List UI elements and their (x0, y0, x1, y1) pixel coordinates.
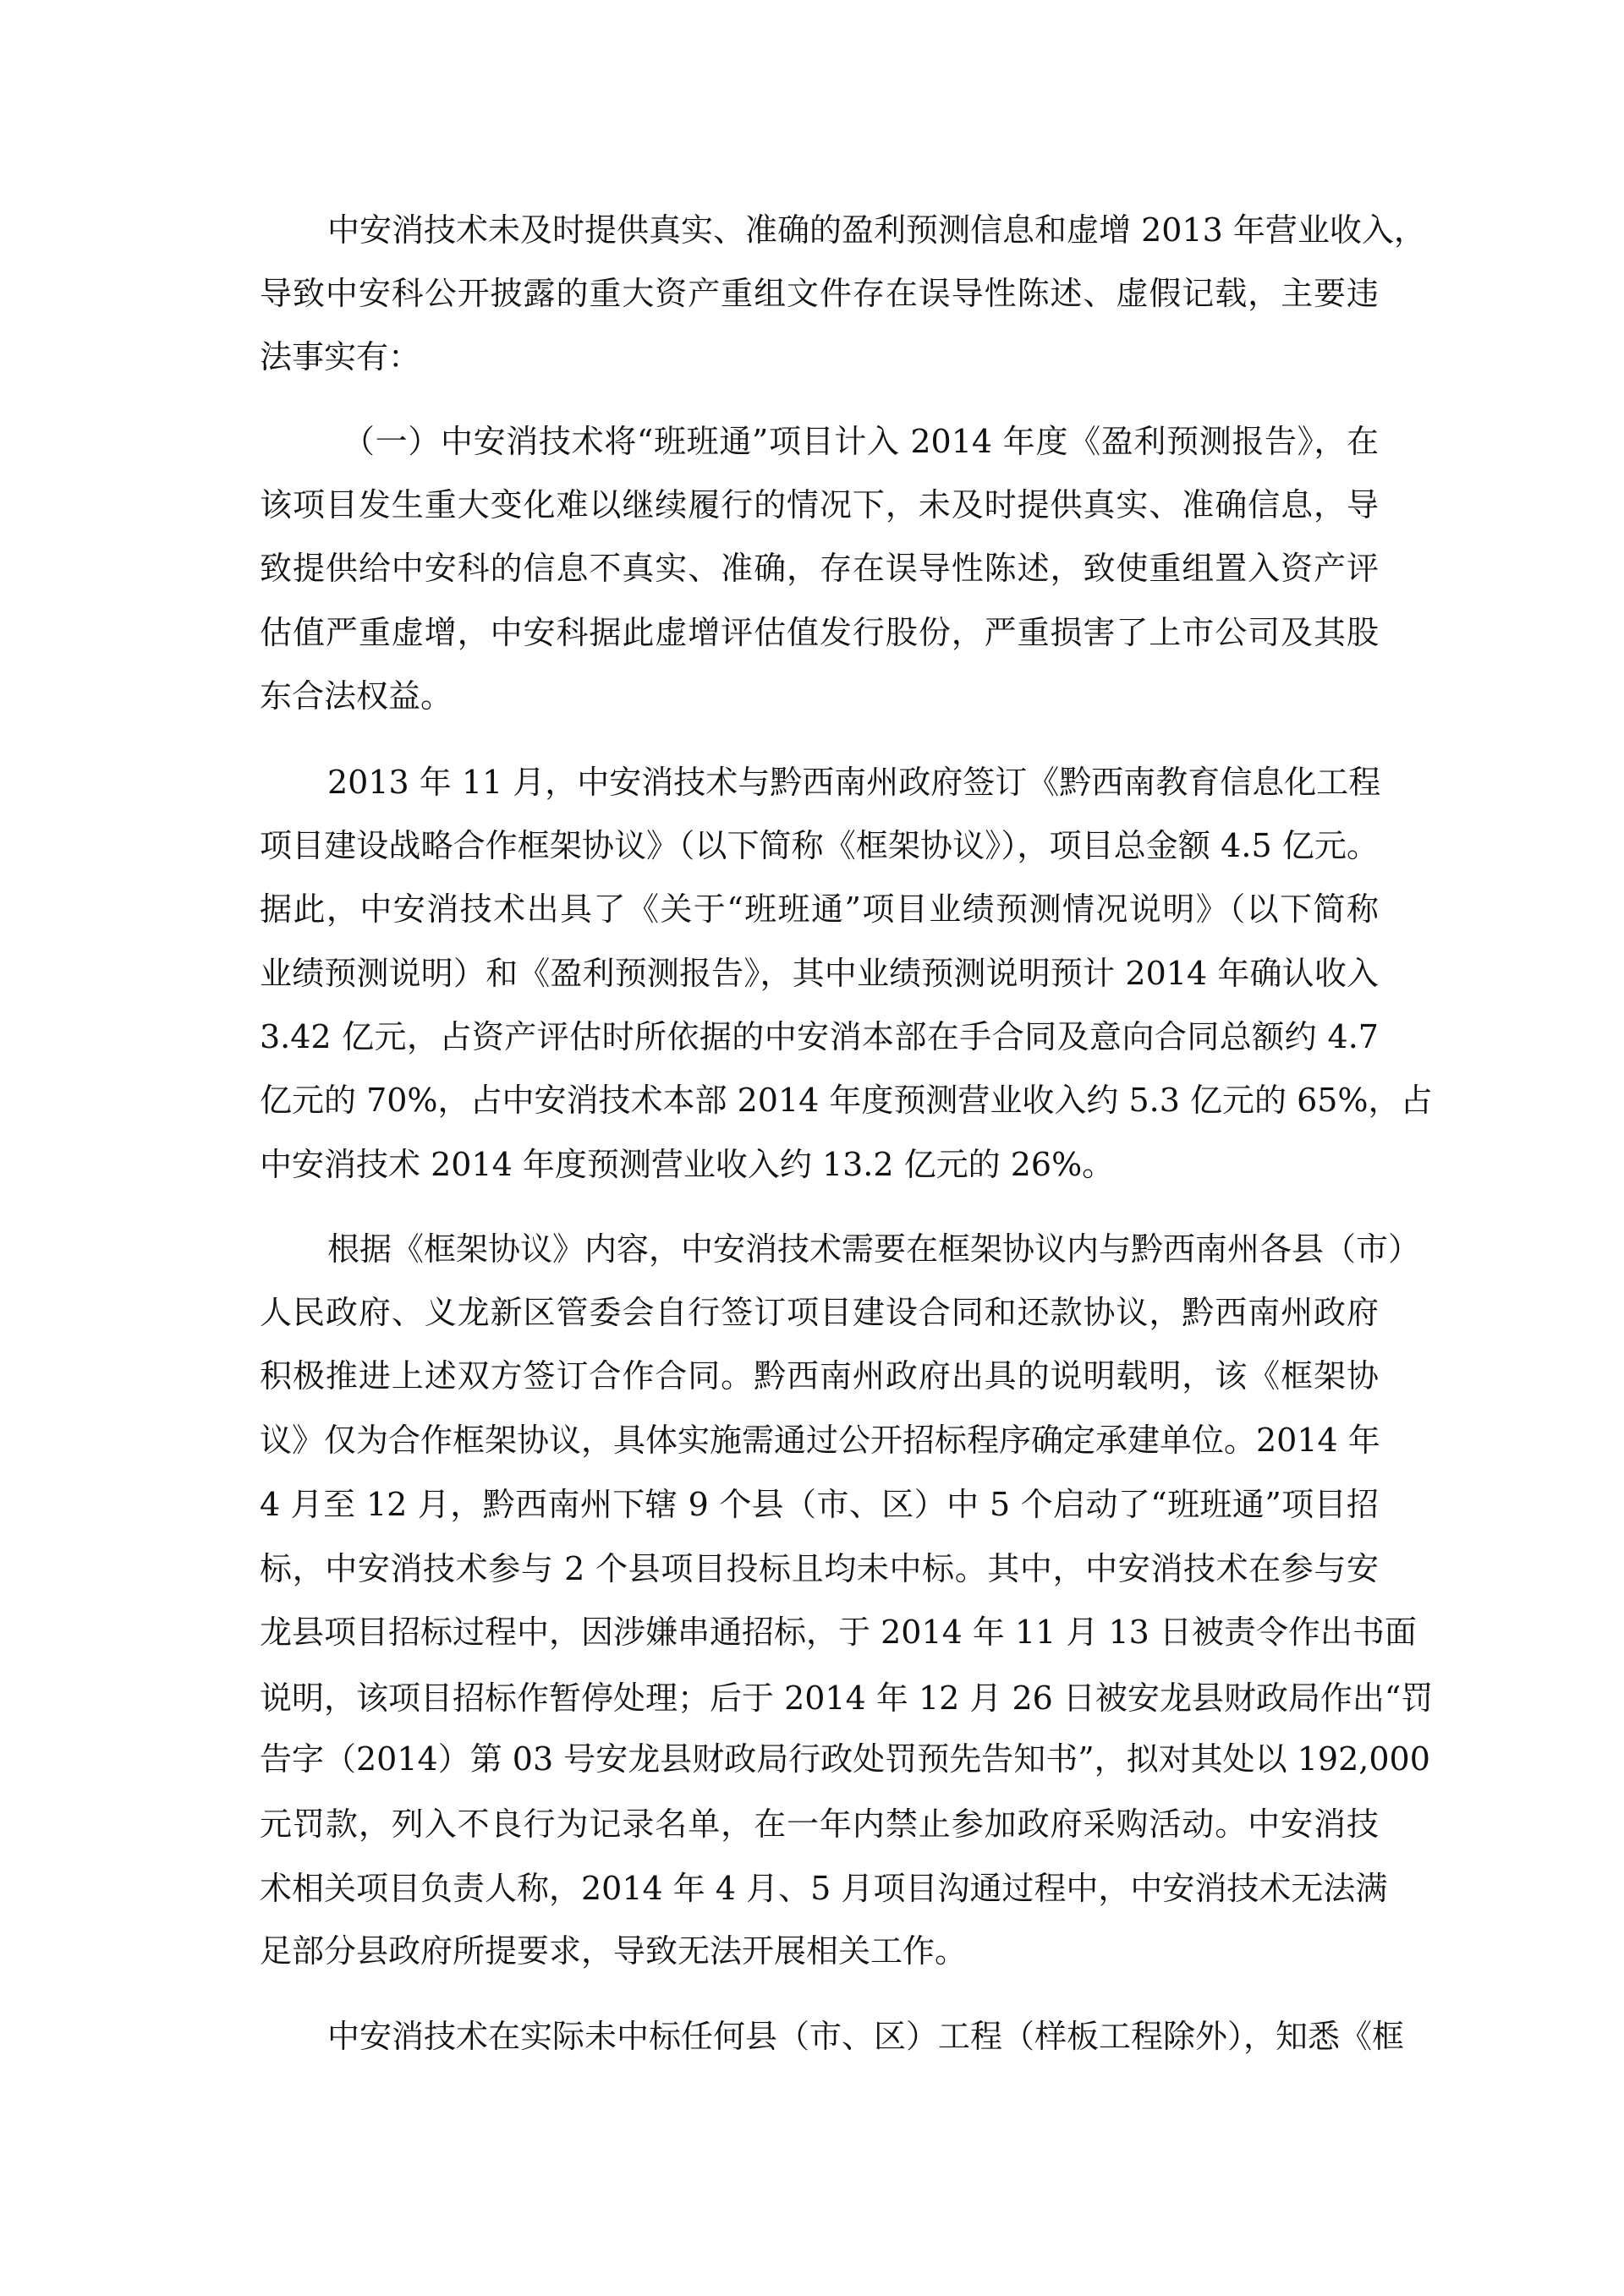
paragraph-intro-line: 法事实有： (260, 338, 421, 375)
paragraph-bidding-details-line: 议》仅为合作框架协议，具体实施需通过公开招标程序确定承建单位。2014 年 (260, 1422, 1380, 1459)
paragraph-bidding-details-line: 人民政府、义龙新区管委会自行签订项目建设合同和还款协议，黔西南州政府 (260, 1294, 1379, 1331)
paragraph-framework-agreement-line: 2013 年 11 月，中安消技术与黔西南州政府签订《黔西南教育信息化工程 (327, 764, 1381, 801)
paragraph-framework-agreement-line: 项目建设战略合作框架协议》（以下简称《框架协议》），项目总金额 4.5 亿元。 (260, 827, 1379, 864)
paragraph-bidding-details-line: 龙县项目招标过程中，因涉嫌串通招标，于 2014 年 11 月 13 日被责令作出书面 (260, 1614, 1417, 1651)
paragraph-bidding-details-line: 根据《框架协议》内容，中安消技术需要在框架协议内与黔西南州各县（市） (327, 1230, 1421, 1268)
paragraph-bidding-details-line: 术相关项目负责人称，2014 年 4 月、5 月项目沟通过程中，中安消技术无法满 (260, 1870, 1388, 1907)
paragraph-continuation-line: 中安消技术在实际未中标任何县（市、区）工程（样板工程除外），知悉《框 (327, 2018, 1405, 2055)
paragraph-section-1-line: 估值严重虚增，中安科据此虚增评估值发行股份，严重损害了上市公司及其股 (260, 614, 1379, 651)
paragraph-intro-line: 导致中安科公开披露的重大资产重组文件存在误导性陈述、虚假记载，主要违 (260, 275, 1379, 312)
paragraph-framework-agreement-line: 3.42 亿元，占资产评估时所依据的中安消本部在手合同及意向合同总额约 4.7 (260, 1018, 1379, 1055)
paragraph-bidding-details-line: 积极推进上述双方签订合作合同。黔西南州政府出具的说明载明，该《框架协 (260, 1357, 1379, 1395)
paragraph-framework-agreement-line: 业绩预测说明）和《盈利预测报告》，其中业绩预测说明预计 2014 年确认收入 (260, 955, 1379, 992)
paragraph-framework-agreement-line: 中安消技术 2014 年度预测营业收入约 13.2 亿元的 26%。 (260, 1146, 1115, 1183)
paragraph-bidding-details-line: 元罚款，列入不良行为记录名单，在一年内禁止参加政府采购活动。中安消技 (260, 1806, 1379, 1843)
paragraph-bidding-details-line: 告字（2014）第 03 号安龙县财政局行政处罚预先告知书”，拟对其处以 192,000 (260, 1740, 1430, 1778)
paragraph-intro-line: 中安消技术未及时提供真实、准确的盈利预测信息和虚增 2013 年营业收入， (327, 211, 1426, 249)
paragraph-section-1-line: 致提供给中安科的信息不真实、准确，存在误导性陈述，致使重组置入资产评 (260, 550, 1379, 587)
paragraph-bidding-details-line: 足部分县政府所提要求，导致无法开展相关工作。 (260, 1932, 968, 1970)
paragraph-section-1-line: （一）中安消技术将“班班通”项目计入 2014 年度《盈利预测报告》，在 (343, 423, 1379, 460)
paragraph-framework-agreement-line: 据此，中安消技术出具了《关于“班班通”项目业绩预测情况说明》（以下简称 (260, 890, 1379, 928)
paragraph-bidding-details-line: 说明，该项目招标作暂停处理；后于 2014 年 12 月 26 日被安龙县财政局作出“罚 (260, 1680, 1434, 1717)
paragraph-framework-agreement-line: 亿元的 70%，占中安消技术本部 2014 年度预测营业收入约 5.3 亿元的 65%，占 (260, 1082, 1433, 1119)
paragraph-bidding-details-line: 标，中安消技术参与 2 个县项目投标且均未中标。其中，中安消技术在参与安 (260, 1550, 1379, 1587)
paragraph-section-1-line: 东合法权益。 (260, 677, 453, 715)
paragraph-bidding-details-line: 4 月至 12 月，黔西南州下辖 9 个县（市、区）中 5 个启动了“班班通”项目招 (260, 1486, 1379, 1523)
paragraph-section-1-line: 该项目发生重大变化难以继续履行的情况下，未及时提供真实、准确信息，导 (260, 486, 1379, 523)
